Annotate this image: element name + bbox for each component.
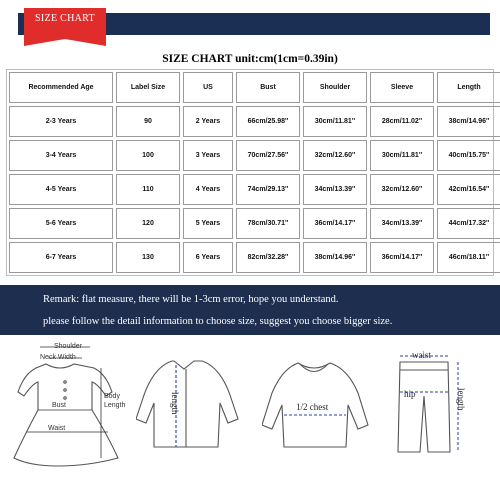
table-row — [9, 106, 500, 137]
shirt-length-label: length — [170, 392, 180, 415]
pants-hip-label: hip — [404, 389, 416, 399]
table-cell: 100 — [116, 140, 180, 171]
table-header-cell: US — [183, 72, 233, 103]
size-chart-badge-label: SIZE CHART — [35, 13, 95, 24]
pants-length-label: length — [456, 388, 466, 411]
table-cell: 5-6 Years — [9, 208, 113, 239]
table-cell: 34cm/13.39'' — [303, 174, 367, 205]
table-cell: 34cm/13.39'' — [370, 208, 434, 239]
table-cell: 130 — [116, 242, 180, 273]
table-row — [9, 174, 500, 205]
neck-width-label: Neck Width — [40, 354, 76, 361]
waist-label: Waist — [48, 425, 66, 432]
sweater-chest-label: 1/2 chest — [296, 402, 329, 412]
table-cell: 6-7 Years — [9, 242, 113, 273]
ribbon-tail-icon — [24, 36, 106, 46]
shirt-diagram — [136, 355, 246, 455]
table-cell: 3-4 Years — [9, 140, 113, 171]
remark-line-2: please follow the detail information to choose size, suggest you choose bigger size. — [43, 316, 393, 327]
table-row — [9, 208, 500, 239]
body-label: Body — [104, 393, 120, 400]
chart-title: SIZE CHART unit:cm(1cm=0.39in) — [162, 53, 338, 65]
table-row — [9, 140, 500, 171]
table-cell: 82cm/32.28'' — [236, 242, 300, 273]
table-cell: 74cm/29.13'' — [236, 174, 300, 205]
table-cell: 30cm/11.81'' — [370, 140, 434, 171]
table-cell: 3 Years — [183, 140, 233, 171]
table-cell: 66cm/25.98'' — [236, 106, 300, 137]
table-header-cell: Shoulder — [303, 72, 367, 103]
table-cell: 36cm/14.17'' — [303, 208, 367, 239]
table-header-cell: Length — [437, 72, 500, 103]
table-cell: 90 — [116, 106, 180, 137]
table-cell: 46cm/18.11'' — [437, 242, 500, 273]
table-cell: 6 Years — [183, 242, 233, 273]
table-cell: 40cm/15.75'' — [437, 140, 500, 171]
table-header-cell: Sleeve — [370, 72, 434, 103]
table-cell: 38cm/14.96'' — [437, 106, 500, 137]
bust-label: Bust — [52, 402, 67, 409]
table-cell: 30cm/11.81'' — [303, 106, 367, 137]
table-cell: 2 Years — [183, 106, 233, 137]
pants-waist-label: waist — [412, 350, 431, 360]
table-cell: 32cm/12.60'' — [303, 140, 367, 171]
table-cell: 110 — [116, 174, 180, 205]
table-cell: 4 Years — [183, 174, 233, 205]
table-cell: 42cm/16.54'' — [437, 174, 500, 205]
table-header-row — [9, 72, 500, 103]
table-header-cell: Recommended Age — [9, 72, 113, 103]
shoulder-label: Shoulder — [54, 343, 83, 350]
table-cell: 4-5 Years — [9, 174, 113, 205]
table-header-cell: Bust — [236, 72, 300, 103]
table-cell: 32cm/12.60'' — [370, 174, 434, 205]
table-row — [9, 242, 500, 273]
remark-banner — [0, 285, 500, 335]
table-header-cell: Label Size — [116, 72, 180, 103]
dress-length-label: Length — [104, 402, 126, 409]
table-cell: 5 Years — [183, 208, 233, 239]
table-cell: 2-3 Years — [9, 106, 113, 137]
table-cell: 70cm/27.56'' — [236, 140, 300, 171]
table-cell: 120 — [116, 208, 180, 239]
table-cell: 28cm/11.02'' — [370, 106, 434, 137]
table-cell: 44cm/17.32'' — [437, 208, 500, 239]
table-cell: 36cm/14.17'' — [370, 242, 434, 273]
size-table — [6, 69, 500, 276]
table-cell: 78cm/30.71'' — [236, 208, 300, 239]
remark-line-1: Remark: flat measure, there will be 1-3cm error, hope you understand. — [43, 294, 339, 305]
table-cell: 38cm/14.96'' — [303, 242, 367, 273]
